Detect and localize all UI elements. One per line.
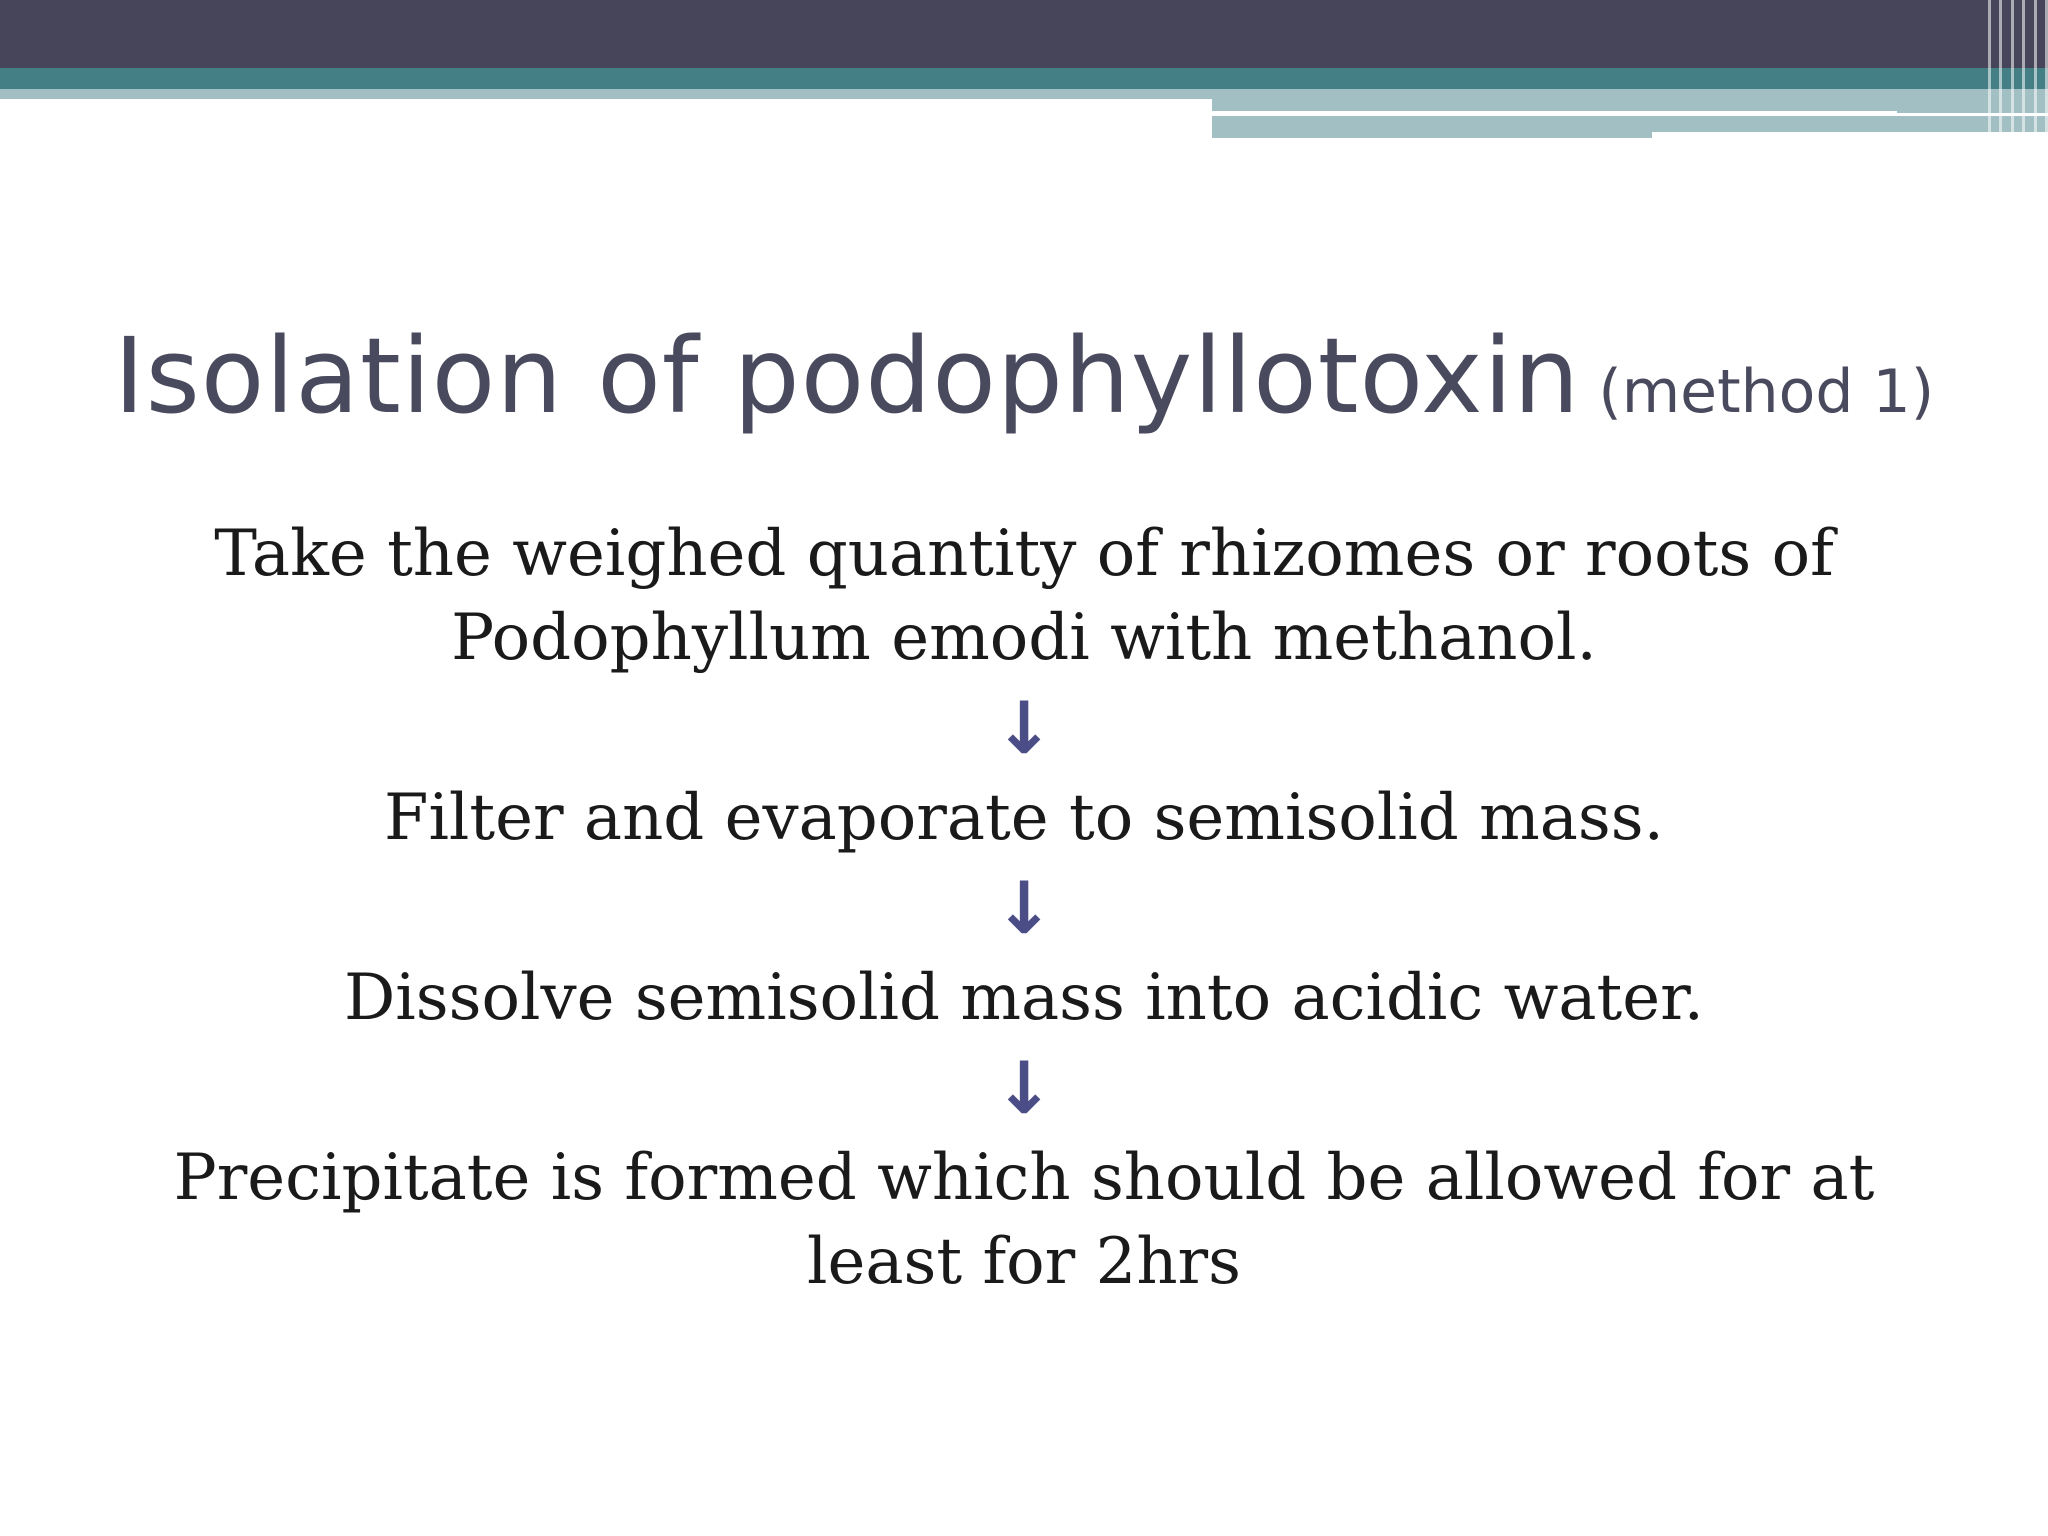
slide-title — [0, 315, 2048, 437]
header-band-dark — [0, 0, 2048, 68]
step-3: Dissolve semisolid mass into acidic water. — [343, 961, 1705, 1035]
header-band-light-right — [1212, 89, 2048, 113]
arrow-down-icon: ↓ — [993, 686, 1055, 770]
header-band-teal — [0, 68, 2048, 89]
arrow-down-icon: ↓ — [993, 1046, 1055, 1130]
step-1: Take the weighed quantity of rhizomes or roots of Podophyllum emodi with methanol. — [214, 517, 1834, 675]
step-2: Filter and evaporate to semisolid mass. — [384, 781, 1664, 855]
header-band-light — [0, 89, 1212, 99]
flow-steps — [150, 512, 1898, 1304]
step-4: Precipitate is formed which should be allowed for at least for 2hrs — [173, 1141, 1875, 1299]
title-main: Isolation of podophyllotoxin — [113, 315, 1581, 437]
header-stripes — [1988, 0, 2048, 138]
title-suffix: (method 1) — [1598, 357, 1935, 427]
arrow-down-icon: ↓ — [993, 866, 1055, 950]
